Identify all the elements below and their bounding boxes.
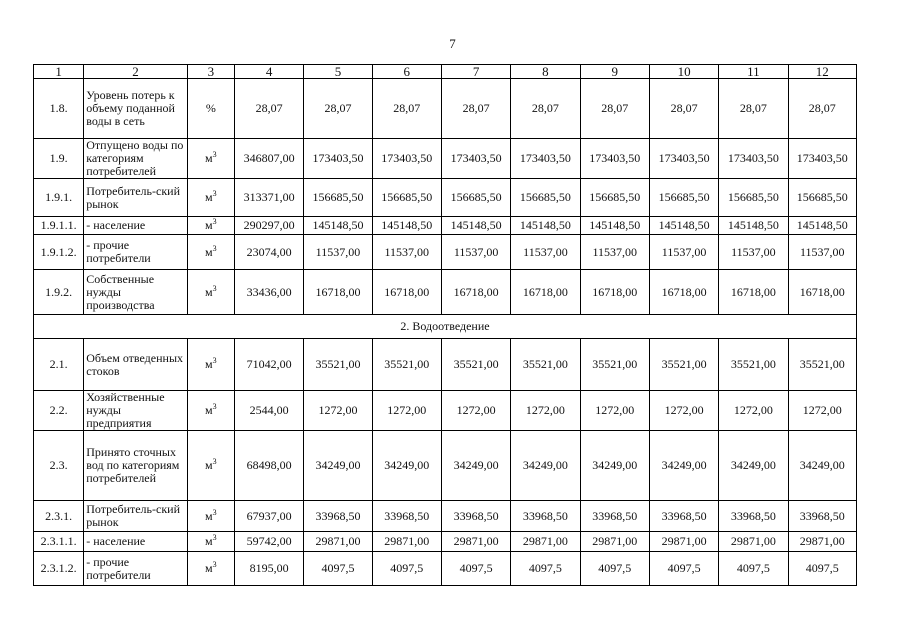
row-code: 2.2. (34, 391, 84, 431)
table-row (34, 431, 857, 501)
header-cell: 4 (234, 65, 303, 79)
value-cell: 16718,00 (441, 270, 510, 315)
row-code: 1.9. (34, 139, 84, 179)
value-cell: 23074,00 (234, 235, 303, 270)
value-cell: 313371,00 (234, 179, 303, 217)
unit-text: м (205, 151, 213, 165)
value-cell: 71042,00 (234, 339, 303, 391)
value-cell: 16718,00 (372, 270, 441, 315)
row-label: Уровень потерь к объему поданной воды в сеть (84, 79, 188, 139)
row-unit (187, 139, 234, 179)
value-cell: 35521,00 (788, 339, 856, 391)
value-cell: 8195,00 (234, 552, 303, 586)
value-cell: 34249,00 (441, 431, 510, 501)
header-cell: 5 (304, 65, 372, 79)
row-unit (187, 431, 234, 501)
row-code: 2.3. (34, 431, 84, 501)
value-cell: 35521,00 (304, 339, 372, 391)
value-cell: 33436,00 (234, 270, 303, 315)
unit-superscript: 3 (212, 533, 217, 542)
unit-superscript: 3 (212, 457, 217, 466)
value-cell: 4097,5 (304, 552, 372, 586)
value-cell: 33968,50 (649, 501, 718, 532)
value-cell: 145148,50 (441, 217, 510, 235)
table-body (34, 65, 857, 586)
value-cell: 29871,00 (719, 532, 788, 552)
value-cell: 173403,50 (511, 139, 580, 179)
value-cell: 145148,50 (372, 217, 441, 235)
unit-superscript: 3 (212, 283, 217, 293)
unit-text: м (205, 403, 213, 417)
value-cell: 33968,50 (441, 501, 510, 532)
value-cell: 28,07 (788, 79, 856, 139)
table-row (34, 532, 857, 552)
value-cell: 4097,5 (649, 552, 718, 586)
page-number: 7 (449, 36, 456, 51)
row-code: 2.3.1.2. (34, 552, 84, 586)
value-cell: 4097,5 (372, 552, 441, 586)
table-row (34, 339, 857, 391)
row-code: 2.3.1.1. (34, 532, 84, 552)
value-cell: 1272,00 (719, 391, 788, 431)
value-cell: 156685,50 (719, 179, 788, 217)
value-cell: 29871,00 (580, 532, 649, 552)
value-cell: 34249,00 (719, 431, 788, 501)
value-cell: 33968,50 (304, 501, 372, 532)
row-code: 1.9.1.1. (34, 217, 84, 235)
value-cell: 68498,00 (234, 431, 303, 501)
value-cell: 346807,00 (234, 139, 303, 179)
unit-text: м (205, 561, 213, 575)
header-cell: 7 (441, 65, 510, 79)
header-cell: 6 (372, 65, 441, 79)
value-cell: 28,07 (580, 79, 649, 139)
value-cell: 16718,00 (788, 270, 856, 315)
table-row (34, 270, 857, 315)
value-cell: 156685,50 (580, 179, 649, 217)
value-cell: 4097,5 (580, 552, 649, 586)
row-unit (187, 235, 234, 270)
unit-superscript: 3 (212, 243, 217, 253)
value-cell: 1272,00 (511, 391, 580, 431)
value-cell: 11537,00 (719, 235, 788, 270)
value-cell: 34249,00 (304, 431, 372, 501)
value-cell: 145148,50 (649, 217, 718, 235)
table-row (34, 217, 857, 235)
value-cell: 2544,00 (234, 391, 303, 431)
row-unit (187, 270, 234, 315)
value-cell: 33968,50 (511, 501, 580, 532)
row-unit (187, 501, 234, 532)
value-cell: 1272,00 (649, 391, 718, 431)
value-cell: 156685,50 (441, 179, 510, 217)
value-cell: 34249,00 (788, 431, 856, 501)
row-label: - население (84, 532, 188, 552)
value-cell: 173403,50 (441, 139, 510, 179)
value-cell: 11537,00 (580, 235, 649, 270)
value-cell: 35521,00 (372, 339, 441, 391)
value-cell: 11537,00 (441, 235, 510, 270)
row-label: Потребитель-ский рынок (84, 501, 188, 532)
header-cell: 11 (719, 65, 788, 79)
unit-text: м (205, 534, 213, 548)
header-cell: 3 (187, 65, 234, 79)
value-cell: 67937,00 (234, 501, 303, 532)
value-cell: 4097,5 (511, 552, 580, 586)
table-row (34, 79, 857, 139)
row-code: 1.9.1.2. (34, 235, 84, 270)
unit-superscript: 3 (212, 356, 217, 365)
header-cell: 1 (34, 65, 84, 79)
value-cell: 35521,00 (441, 339, 510, 391)
value-cell: 156685,50 (788, 179, 856, 217)
unit-text: % (205, 101, 216, 115)
value-cell: 1272,00 (441, 391, 510, 431)
value-cell: 29871,00 (304, 532, 372, 552)
unit-text: м (205, 284, 213, 299)
value-cell: 11537,00 (511, 235, 580, 270)
table-row (34, 552, 857, 586)
value-cell: 1272,00 (372, 391, 441, 431)
value-cell: 4097,5 (788, 552, 856, 586)
unit-text: м (205, 458, 213, 472)
value-cell: 173403,50 (580, 139, 649, 179)
value-cell: 1272,00 (304, 391, 372, 431)
value-cell: 145148,50 (788, 217, 856, 235)
value-cell: 156685,50 (372, 179, 441, 217)
section-title: 2. Водоотведение (34, 315, 857, 339)
value-cell: 145148,50 (580, 217, 649, 235)
value-cell: 4097,5 (441, 552, 510, 586)
unit-text: м (205, 190, 213, 204)
unit-superscript: 3 (212, 150, 217, 159)
row-label: Собственные нужды производства (84, 270, 188, 315)
row-unit (187, 391, 234, 431)
row-code: 1.8. (34, 79, 84, 139)
table-row (34, 139, 857, 179)
value-cell: 35521,00 (580, 339, 649, 391)
row-unit (187, 552, 234, 586)
value-cell: 145148,50 (719, 217, 788, 235)
value-cell: 173403,50 (788, 139, 856, 179)
value-cell: 29871,00 (511, 532, 580, 552)
unit-superscript: 3 (212, 217, 217, 226)
value-cell: 16718,00 (719, 270, 788, 315)
value-cell: 33968,50 (788, 501, 856, 532)
value-cell: 11537,00 (304, 235, 372, 270)
value-cell: 28,07 (511, 79, 580, 139)
table-row (34, 235, 857, 270)
unit-superscript: 3 (212, 402, 217, 411)
data-table (33, 64, 857, 586)
value-cell: 28,07 (719, 79, 788, 139)
row-label: - прочие потребители (84, 552, 188, 586)
value-cell: 28,07 (649, 79, 718, 139)
value-cell: 29871,00 (649, 532, 718, 552)
value-cell: 11537,00 (788, 235, 856, 270)
value-cell: 33968,50 (580, 501, 649, 532)
unit-text: м (205, 218, 213, 232)
unit-text: м (205, 244, 213, 259)
value-cell: 4097,5 (719, 552, 788, 586)
value-cell: 173403,50 (719, 139, 788, 179)
value-cell: 16718,00 (580, 270, 649, 315)
header-cell: 12 (788, 65, 856, 79)
value-cell: 173403,50 (649, 139, 718, 179)
row-unit (187, 532, 234, 552)
value-cell: 1272,00 (580, 391, 649, 431)
value-cell: 1272,00 (788, 391, 856, 431)
value-cell: 145148,50 (304, 217, 372, 235)
value-cell: 33968,50 (372, 501, 441, 532)
value-cell: 16718,00 (649, 270, 718, 315)
value-cell: 34249,00 (511, 431, 580, 501)
row-label: - прочие потребители (84, 235, 188, 270)
value-cell: 145148,50 (511, 217, 580, 235)
row-label: - население (84, 217, 188, 235)
row-label: Объем отведенных стоков (84, 339, 188, 391)
value-cell: 28,07 (234, 79, 303, 139)
value-cell: 28,07 (441, 79, 510, 139)
value-cell: 34249,00 (372, 431, 441, 501)
value-cell: 28,07 (372, 79, 441, 139)
table-row (34, 501, 857, 532)
row-unit (187, 179, 234, 217)
value-cell: 11537,00 (372, 235, 441, 270)
header-cell: 9 (580, 65, 649, 79)
value-cell: 16718,00 (304, 270, 372, 315)
value-cell: 35521,00 (649, 339, 718, 391)
value-cell: 156685,50 (649, 179, 718, 217)
table-row (34, 179, 857, 217)
value-cell: 59742,00 (234, 532, 303, 552)
row-code: 1.9.1. (34, 179, 84, 217)
value-cell: 173403,50 (304, 139, 372, 179)
value-cell: 16718,00 (511, 270, 580, 315)
header-row (34, 65, 857, 79)
row-unit (187, 217, 234, 235)
value-cell: 29871,00 (788, 532, 856, 552)
header-cell: 2 (84, 65, 188, 79)
value-cell: 35521,00 (719, 339, 788, 391)
value-cell: 290297,00 (234, 217, 303, 235)
unit-superscript: 3 (212, 189, 217, 198)
row-unit (187, 79, 234, 139)
value-cell: 33968,50 (719, 501, 788, 532)
row-label: Принято сточных вод по категориям потребителей (84, 431, 188, 501)
table-row (34, 391, 857, 431)
row-label: Потребитель-ский рынок (84, 179, 188, 217)
row-label: Отпущено воды по категориям потребителей (84, 139, 188, 179)
value-cell: 11537,00 (649, 235, 718, 270)
unit-text: м (205, 357, 213, 371)
header-cell: 8 (511, 65, 580, 79)
section-row (34, 315, 857, 339)
value-cell: 29871,00 (372, 532, 441, 552)
row-code: 2.1. (34, 339, 84, 391)
unit-superscript: 3 (212, 507, 217, 517)
value-cell: 34249,00 (649, 431, 718, 501)
value-cell: 34249,00 (580, 431, 649, 501)
value-cell: 173403,50 (372, 139, 441, 179)
row-code: 1.9.2. (34, 270, 84, 315)
value-cell: 29871,00 (441, 532, 510, 552)
header-cell: 10 (649, 65, 718, 79)
value-cell: 156685,50 (304, 179, 372, 217)
row-label: Хозяйственные нужды предприятия (84, 391, 188, 431)
row-code: 2.3.1. (34, 501, 84, 532)
unit-superscript: 3 (212, 560, 217, 569)
row-unit (187, 339, 234, 391)
value-cell: 156685,50 (511, 179, 580, 217)
value-cell: 35521,00 (511, 339, 580, 391)
unit-text: м (205, 508, 213, 523)
value-cell: 28,07 (304, 79, 372, 139)
